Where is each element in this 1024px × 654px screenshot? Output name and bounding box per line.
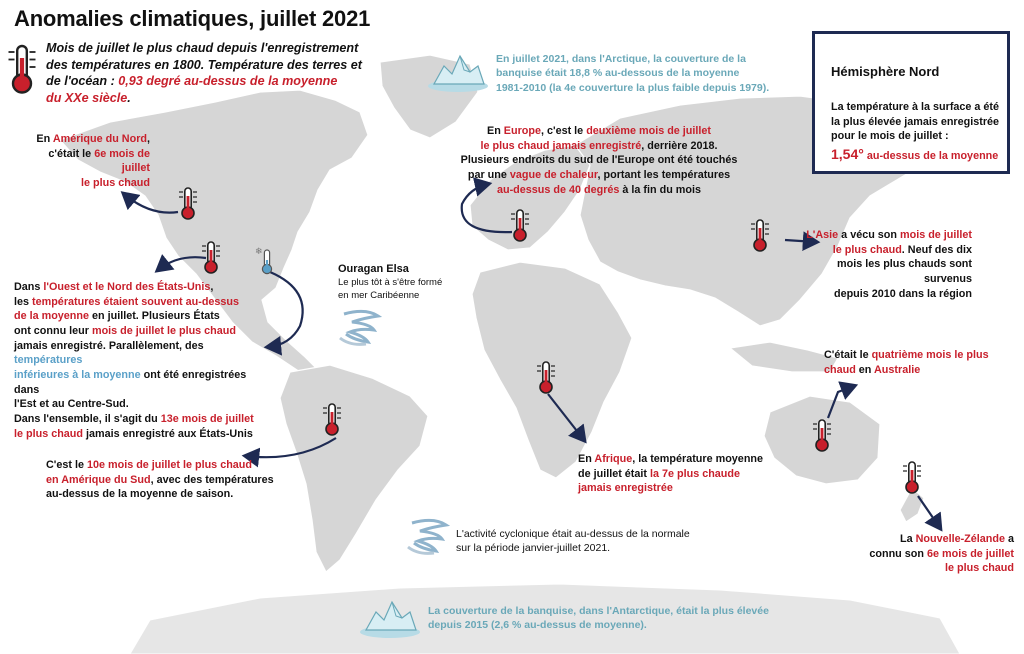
elsa-line: Le plus tôt à s'être formé: [338, 276, 443, 288]
headline-line: du XXe siècle.: [46, 91, 131, 106]
north-america-note: En Amérique du Nord, c'était le 6e mois de juillet le plus chaud: [36, 133, 150, 190]
arrow-new-zealand: [918, 496, 940, 528]
elsa-line: en mer Caribéenne: [338, 289, 420, 301]
usa-note: Dans l'Ouest et le Nord des États-Unis, les températures étaient souvent au-dessus de la moyenne en juillet. Plusieurs États ont connu leur mois de juillet le plus chaud jamais enregistré. Parallèlement, des températures inférieures à la moyenne ont été enregistrées dans l'Est et au Centre-Sud. Dans l'ensemble, il s'agit du 13e mois de juillet le plus chaud jamais enregistré aux États-Unis: [14, 281, 254, 440]
headline-text: [46, 40, 376, 107]
antarctic-line: La couverture de la banquise, dans l'Antarctique, était la plus élevée: [428, 605, 769, 617]
thermometer-icon-headline: [9, 46, 36, 93]
africa-landmass: [472, 262, 632, 478]
hemisphere-title: Hémisphère Nord: [831, 64, 940, 79]
antarctic-line: depuis 2015 (2,6 % au-dessus de moyenne).: [428, 619, 647, 632]
hurricane-icon-cyclone: [408, 520, 446, 553]
headline-line: Mois de juillet le plus chaud depuis l'enregistrement: [46, 41, 359, 55]
page-title: Anomalies climatiques, juillet 2021: [14, 6, 371, 31]
cyclone-line: L'activité cyclonique était au-dessus de la normale: [456, 528, 690, 540]
asia-note: L'Asie a vécu son mois de juillet le plus chaud. Neuf des dix mois les plus chauds sont survenus depuis 2010 dans la région: [806, 229, 972, 300]
northern-hemisphere-box: [812, 31, 1010, 174]
hemisphere-line: la plus élevée jamais enregistrée: [831, 115, 1000, 128]
arctic-line: En juillet 2021, dans l'Arctique, la couverture de la: [496, 53, 746, 65]
svg-text:❄: ❄: [255, 247, 263, 257]
cyclone-line: sur la période janvier-juillet 2021.: [456, 542, 611, 555]
arctic-note: [496, 52, 769, 95]
antarctic-note: [428, 604, 769, 633]
south-america-note: C'est le 10e mois de juillet le plus chaud en Amérique du Sud, avec des températures au-dessus de la moyenne de saison.: [46, 459, 274, 501]
europe-note: En Europe, c'est le deuxième mois de juillet le plus chaud jamais enregistré, derrière 2018. Plusieurs endroits du sud de l'Europe ont été touchés par une vague de chaleur, portant les températures au-dessus de 40 degrés à la fin du mois: [460, 125, 738, 196]
indonesia-landmass: [730, 342, 838, 372]
hemisphere-text: [831, 100, 1011, 144]
south-america-landmass: [280, 365, 428, 572]
hemisphere-line: La température à la surface a été: [831, 101, 1000, 113]
hemisphere-line: pour le mois de juillet :: [831, 130, 949, 143]
new-zealand-note: La Nouvelle-Zélande a connu son 6e mois de juillet le plus chaud: [869, 533, 1014, 575]
headline-line: des températures en 1800. Température des terres et: [46, 57, 362, 72]
headline-line: de l'océan : 0,93 degré au-dessus de la moyenne: [46, 74, 338, 89]
thermometer-icon-new-zealand: [903, 462, 921, 493]
elsa-title: Ouragan Elsa: [338, 263, 409, 275]
elsa-note: [338, 262, 442, 303]
arctic-line: banquise était 18,8 % au-dessous de la moyenne: [496, 67, 740, 80]
arctic-line: 1981-2010 (la 4e couverture la plus faible depuis 1979).: [496, 81, 770, 94]
hurricane-icon-elsa: [340, 311, 378, 344]
cyclone-note: [456, 527, 690, 556]
australia-note: C'était le quatrième mois le plus chaud en Australie: [824, 349, 989, 376]
hemisphere-value: 1,54° au-dessus de la moyenne: [831, 146, 999, 162]
africa-note: En Afrique, la température moyenne de juillet était la 7e plus chaude jamais enregistrée: [578, 453, 764, 495]
